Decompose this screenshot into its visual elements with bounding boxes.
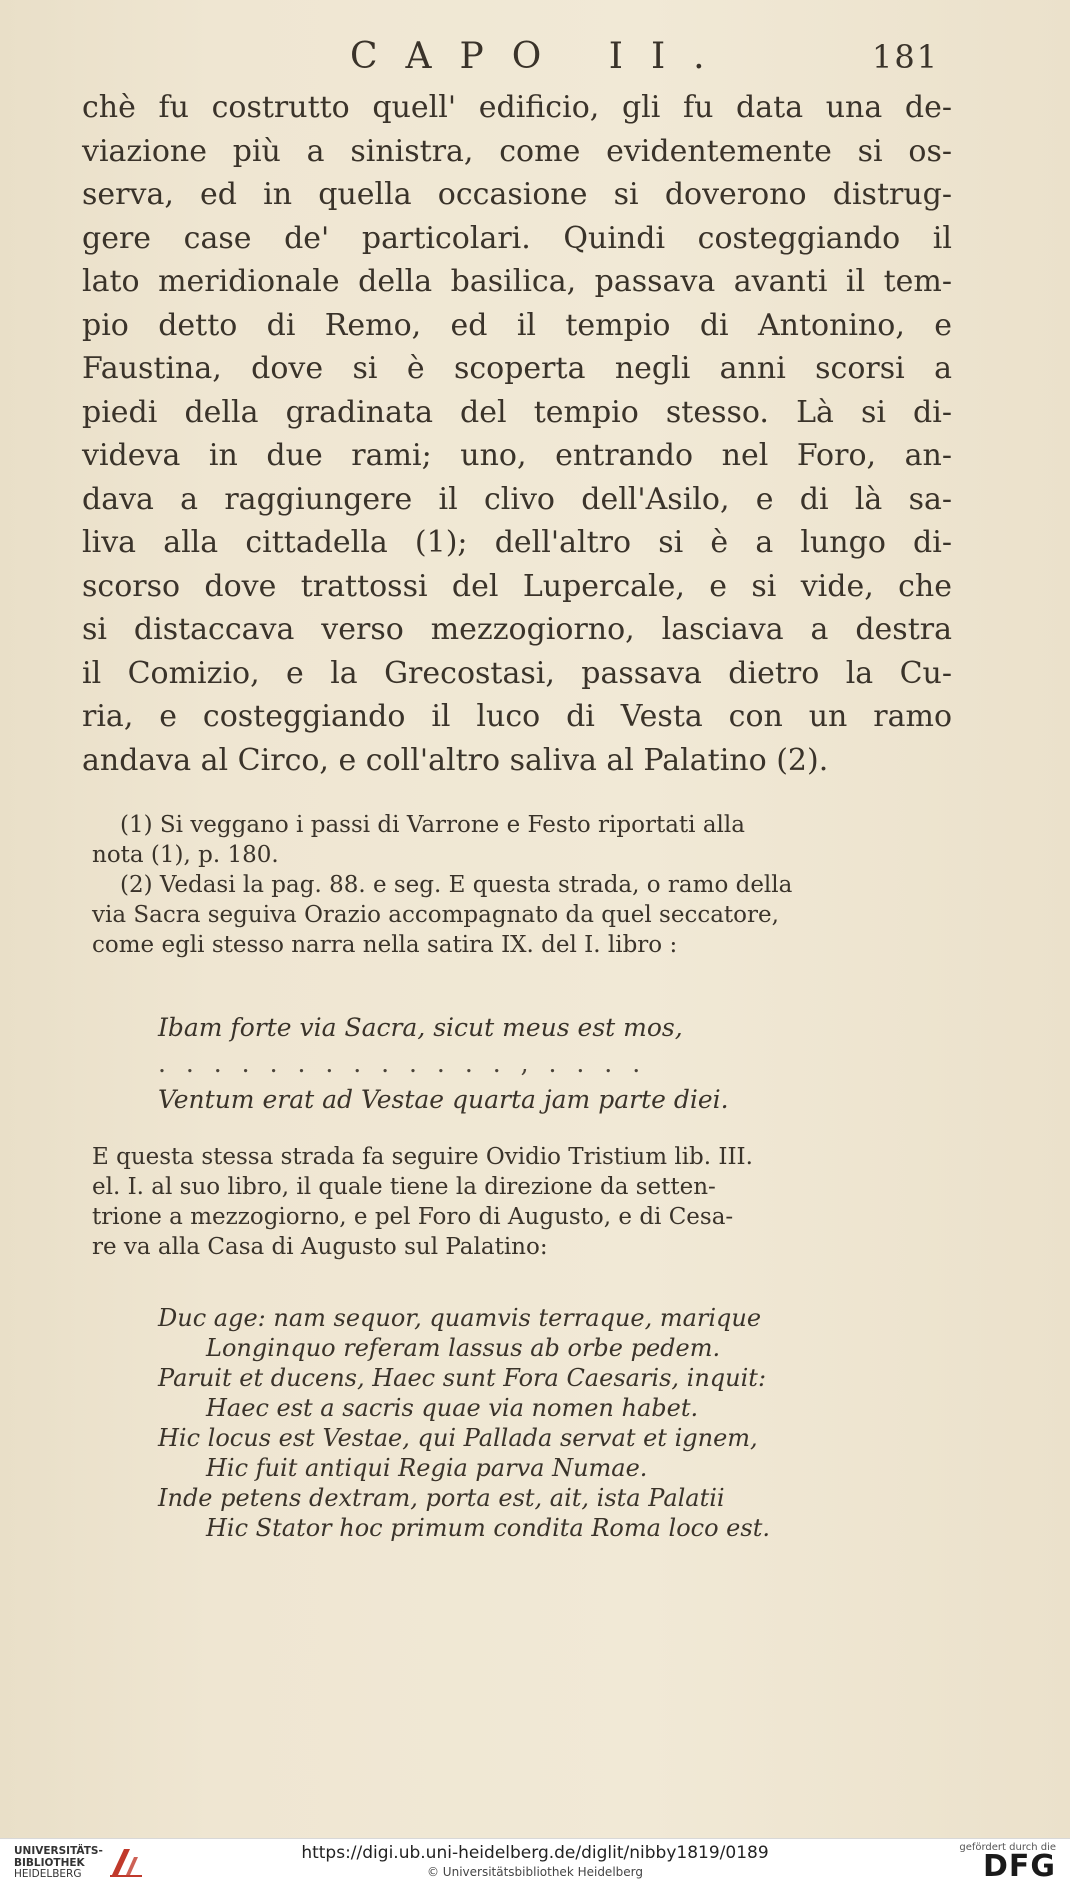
text-line: andava al Circo, e coll'altro saliva al Palatino (2). [82, 742, 829, 778]
footnote-line: (2) Vedasi la pag. 88. e seg. E questa strada, o ramo della [120, 872, 793, 898]
text-line: serva, ed in quella occasione si doverono distrug- [82, 177, 952, 212]
footnote-line: E questa stessa strada fa seguire Ovidio Tristium lib. III. [92, 1144, 753, 1170]
horace-verse [158, 1010, 1018, 1118]
viewer-footer [0, 1838, 1070, 1884]
text-line: videva in due rami; uno, entrando nel Foro, an- [82, 438, 952, 473]
running-header [0, 36, 1070, 76]
text-line: pio detto di Remo, ed il tempio di Antonino, e [82, 307, 952, 343]
funding-label: gefördert durch die [959, 1842, 1056, 1853]
footnote-line: come egli stesso narra nella satira IX. del I. libro : [92, 932, 678, 958]
verse-line: Hic Stator hoc primum condita Roma loco est. [206, 1514, 770, 1542]
text-line: lato meridionale della basilica, passava avanti il tem- [82, 264, 952, 299]
verse-line: Duc age: nam sequor, quamvis terraque, marique [158, 1304, 762, 1332]
verse-line: Hic locus est Vestae, qui Pallada servat et ignem, [158, 1424, 758, 1452]
permalink-url[interactable]: https://digi.ub.uni-heidelberg.de/diglit/nibby1819/0189 [301, 1843, 769, 1863]
footnote-line: trione a mezzogiorno, e pel Foro di Augusto, e di Cesa- [92, 1204, 734, 1230]
footnote-line: el. I. al suo libro, il quale tiene la direzione da setten- [92, 1174, 716, 1200]
text-line: gere case de' particolari. Quindi costeggiando il [82, 220, 952, 256]
library-name-line: BIBLIOTHEK [14, 1856, 85, 1869]
footnote-line: via Sacra seguiva Orazio accompagnato da quel seccatore, [92, 902, 779, 928]
chapter-title: CAPO II. [350, 36, 733, 77]
ellipsis-dots: . . . . . . . . . . . . . , . . . . [158, 1049, 647, 1078]
verse-line: Ibam forte via Sacra, sicut meus est mos, [158, 1013, 683, 1042]
text-line: liva alla cittadella (1); dell'altro si è a lungo di- [82, 525, 952, 560]
text-line: Faustina, dove si è scoperta negli anni scorsi a [82, 351, 952, 386]
ovid-paragraph [92, 1142, 952, 1262]
footnote-line: nota (1), p. 180. [92, 842, 279, 868]
text-line: piedi della gradinata del tempio stesso. Là si di- [82, 394, 952, 430]
page-number: 181 [872, 38, 940, 76]
text-line: dava a raggiungere il clivo dell'Asilo, e di là sa- [82, 481, 952, 517]
copyright-notice: © Universitätsbibliothek Heidelberg [426, 1865, 643, 1879]
verse-line: Hic fuit antiqui Regia parva Numae. [206, 1454, 648, 1482]
text-line: ria, e costeggiando il luco di Vesta con un ramo [82, 699, 952, 734]
verse-line: Ventum erat ad Vestae quarta jam parte diei. [158, 1085, 729, 1114]
text-line: viazione più a sinistra, come evidentemente si os- [82, 133, 952, 169]
dfg-logo[interactable]: DFG [982, 1849, 1056, 1884]
ovid-verse [158, 1303, 1018, 1543]
footnote-line: (1) Si veggano i passi di Varrone e Festo riportati alla [120, 812, 745, 838]
library-name-line: HEIDELBERG [14, 1868, 82, 1880]
text-line: scorso dove trattossi del Lupercale, e si vide, che [82, 568, 952, 604]
verse-line: Inde petens dextram, porta est, ait, ista Palatii [158, 1484, 725, 1512]
footnotes [92, 810, 952, 960]
text-line: si distaccava verso mezzogiorno, lasciava a destra [82, 612, 952, 647]
text-line: chè fu costrutto quell' edificio, gli fu data una de- [82, 90, 952, 125]
text-line: il Comizio, e la Grecostasi, passava dietro la Cu- [82, 655, 952, 691]
main-text [82, 86, 952, 782]
library-name-line: UNIVERSITÄTS- [14, 1845, 103, 1857]
verse-line: Longinquo referam lassus ab orbe pedem. [206, 1334, 721, 1362]
footnote-line: re va alla Casa di Augusto sul Palatino: [92, 1234, 548, 1260]
verse-line: Haec est a sacris quae via nomen habet. [206, 1394, 699, 1422]
verse-line: Paruit et ducens, Haec sunt Fora Caesaris, inquit: [158, 1364, 767, 1392]
